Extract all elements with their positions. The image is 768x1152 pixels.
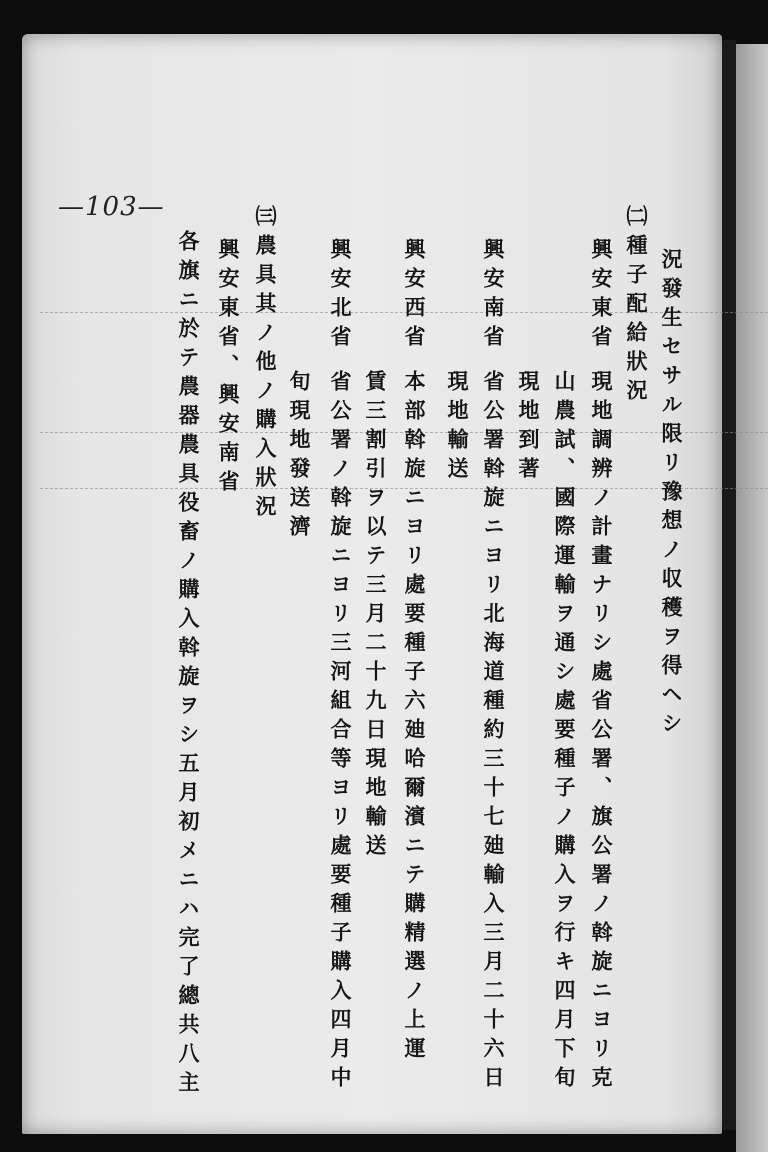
text-column: 況發生セサル限リ豫想ノ収穫ヲ得ヘシ [659,248,684,741]
text-column: 賃三割引ヲ以テ三月二十九日現地輸送 [363,370,388,863]
province-heading: 興安南省 [481,238,506,354]
section-heading: ㈡種子配給狀況 [624,205,649,408]
adjacent-page-edge [736,44,768,1152]
province-heading: 興安北省 [328,238,353,354]
province-heading: 興安東省 [589,238,614,354]
book-spine [722,40,736,1130]
text-column: 現地輸送 [445,370,470,486]
page-number: —103— [58,192,165,222]
text-column: 省公署斡旋ニヨリ北海道種約三十七廸輸入三月二十六日 [481,370,506,1095]
text-column: 旬現地發送濟 [287,370,312,544]
text-column: 現地到著 [516,370,541,486]
text-column: 現地調辨ノ計畫ナリシ處省公署、旗公署ノ斡旋ニヨリ克 [589,370,614,1095]
province-heading: 興安東省、興安南省 [216,238,241,499]
text-column: 本部斡旋ニヨリ處要種子六廸哈爾濱ニテ購精選ノ上運 [402,370,427,1066]
text-column: 山農試、國際運輸ヲ通シ處要種子ノ購入ヲ行キ四月下旬 [552,370,577,1095]
text-column: 各旗ニ於テ農器農具役畜ノ購入斡旋ヲシ五月初メニハ完了總共八主 [176,230,201,1100]
province-heading: 興安西省 [402,238,427,354]
section-heading: ㈢農具其ノ他ノ購入狀況 [253,205,278,524]
text-column: 省公署ノ斡旋ニヨリ三河組合等ヨリ處要種子購入四月中 [328,370,353,1095]
